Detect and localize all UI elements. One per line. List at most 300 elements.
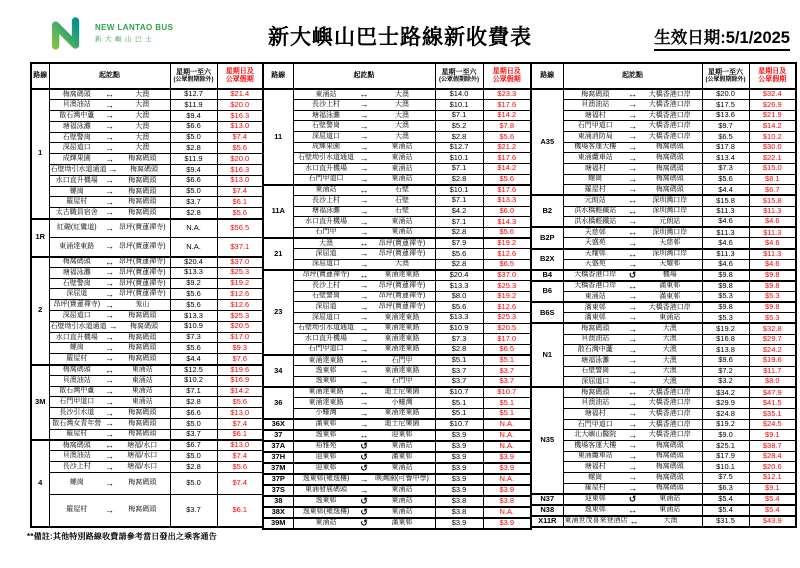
destination-stop: 大橋香港口岸 bbox=[648, 388, 691, 396]
direction-arrow-icon: → bbox=[628, 483, 637, 493]
weekday-fare: $5.0 bbox=[170, 473, 217, 495]
origin-stop: 深屈道口 bbox=[312, 260, 340, 268]
od-cell bbox=[49, 311, 170, 322]
origin-stop: 逸東邨 bbox=[315, 431, 337, 439]
destination-stop: 滿東邨 bbox=[659, 282, 681, 290]
weekday-fare: $5.3 bbox=[702, 292, 749, 303]
direction-arrow-icon: → bbox=[359, 163, 369, 174]
route-number: 1 bbox=[31, 89, 49, 219]
direction-arrow-icon: ↔ bbox=[628, 206, 637, 216]
weekday-fare: $13.3 bbox=[435, 312, 483, 323]
holiday-fare: $9.8 bbox=[749, 281, 796, 292]
od-cell bbox=[49, 343, 170, 354]
od-cell bbox=[293, 452, 435, 463]
route-number: 37H bbox=[263, 452, 293, 463]
fare-row bbox=[263, 312, 531, 323]
destination-stop: 梅窩碼頭 bbox=[655, 154, 684, 162]
origin-stop: 螺崗 bbox=[69, 479, 84, 487]
weekday-fare: $5.1 bbox=[435, 355, 483, 366]
origin-stop: 洪水橋輕鐵站 bbox=[574, 217, 617, 225]
fare-row bbox=[31, 343, 263, 354]
holiday-fare: $12.1 bbox=[749, 472, 796, 483]
direction-arrow-icon: ↺ bbox=[360, 440, 368, 451]
destination-stop: 梅窩碼頭 bbox=[655, 484, 684, 492]
weekday-fare: $3.9 bbox=[435, 485, 483, 496]
holiday-fare: $10.7 bbox=[483, 387, 531, 398]
direction-arrow-icon: → bbox=[628, 216, 637, 227]
fare-row bbox=[263, 355, 531, 366]
fare-row bbox=[263, 132, 531, 143]
destination-stop: 塘福/水口 bbox=[127, 441, 158, 449]
origin-stop: 逸東邨 bbox=[315, 497, 337, 505]
od-cell bbox=[49, 473, 170, 495]
direction-arrow-icon: ↔ bbox=[359, 387, 369, 397]
route-number: B2 bbox=[531, 195, 563, 227]
destination-stop: 天慈邨 bbox=[659, 239, 681, 246]
fare-row bbox=[263, 398, 531, 409]
direction-arrow-icon: → bbox=[628, 323, 637, 334]
od-cell bbox=[293, 174, 435, 185]
weekday-fare: $7.2 bbox=[702, 366, 749, 377]
footnote: **備註:其他特別路線收費請參考當日發出之乘客通告 bbox=[27, 532, 217, 541]
fare-row bbox=[31, 186, 263, 197]
fare-row bbox=[531, 238, 796, 249]
destination-stop: 梅窩碼頭 bbox=[128, 506, 157, 514]
holiday-fare: $43.9 bbox=[749, 516, 796, 527]
origin-stop: 長沙引水道 bbox=[59, 409, 95, 417]
fare-row bbox=[531, 366, 796, 377]
direction-arrow-icon: → bbox=[628, 366, 637, 376]
weekday-fare: $2.8 bbox=[435, 132, 483, 143]
fare-row bbox=[31, 238, 263, 257]
weekday-fare: $7.3 bbox=[170, 332, 217, 343]
direction-arrow-icon: ↺ bbox=[360, 506, 368, 517]
od-cell bbox=[49, 143, 170, 154]
od-cell bbox=[293, 238, 435, 249]
od-cell bbox=[49, 89, 170, 100]
od-cell bbox=[293, 463, 435, 474]
destination-stop: 機場 bbox=[662, 271, 677, 279]
od-cell bbox=[293, 355, 435, 366]
direction-arrow-icon: ↺ bbox=[628, 493, 637, 504]
holiday-fare: $14.2 bbox=[217, 386, 263, 397]
fare-row bbox=[31, 473, 263, 495]
weekday-fare: $2.8 bbox=[435, 344, 483, 355]
weekday-fare: $5.0 bbox=[170, 132, 217, 143]
fare-row bbox=[31, 289, 263, 300]
origin-stop: 逸東邨 bbox=[315, 377, 337, 385]
fare-row bbox=[31, 208, 263, 219]
destination-stop: 東涌達東路 bbox=[384, 324, 420, 332]
od-cell bbox=[49, 208, 170, 219]
destination-stop: 東涌站 bbox=[391, 175, 413, 183]
weekday-fare: $5.6 bbox=[435, 302, 483, 313]
destination-stop: 東涌站 bbox=[131, 366, 153, 374]
weekday-fare: $12.5 bbox=[170, 365, 217, 376]
weekday-fare: $11.9 bbox=[170, 100, 217, 111]
weekday-fare: $3.9 bbox=[435, 463, 483, 474]
destination-stop: 大澳 bbox=[663, 517, 678, 525]
holiday-fare: $15.0 bbox=[749, 163, 796, 174]
weekday-fare: $3.9 bbox=[435, 518, 483, 529]
od-cell bbox=[49, 365, 170, 376]
fare-row bbox=[531, 377, 796, 388]
destination-stop: 大橋香港口岸 bbox=[648, 122, 691, 130]
holiday-fare: $21.4 bbox=[217, 89, 263, 100]
weekday-fare: $19.2 bbox=[702, 419, 749, 430]
holiday-fare: $3.8 bbox=[483, 496, 531, 507]
holiday-fare: $17.0 bbox=[483, 334, 531, 345]
od-cell bbox=[293, 185, 435, 196]
origin-stop: 逸東邨(雍逸樓) bbox=[302, 475, 350, 483]
fare-row bbox=[531, 355, 796, 366]
fare-row bbox=[531, 142, 796, 153]
fare-row bbox=[531, 174, 796, 185]
destination-stop: 梅窩碼頭 bbox=[128, 311, 157, 319]
fare-row bbox=[531, 451, 796, 462]
weekday-fare: $7.9 bbox=[435, 238, 483, 249]
holiday-fare: $25.3 bbox=[483, 281, 531, 292]
fare-row bbox=[31, 311, 263, 322]
origin-stop: 梅窩碼頭 bbox=[62, 90, 91, 98]
destination-stop: 塘福/水口 bbox=[127, 452, 158, 460]
direction-arrow-icon: → bbox=[628, 334, 637, 344]
direction-arrow-icon: → bbox=[628, 419, 637, 430]
weekday-fare: $17.9 bbox=[702, 451, 749, 462]
fare-row bbox=[531, 419, 796, 430]
origin-stop: 裕雅苑 bbox=[315, 442, 337, 450]
fare-row bbox=[531, 483, 796, 494]
origin-stop: 深屈道 bbox=[66, 290, 88, 298]
holiday-fare: $21.9 bbox=[749, 110, 796, 121]
holiday-fare: $24.2 bbox=[749, 345, 796, 356]
od-cell bbox=[293, 496, 435, 507]
origin-stop: 梅窩碼頭 bbox=[581, 388, 610, 396]
fare-row bbox=[263, 387, 531, 398]
destination-stop: 石門甲 bbox=[391, 377, 413, 385]
direction-arrow-icon: → bbox=[628, 376, 637, 387]
od-cell bbox=[563, 270, 702, 281]
direction-arrow-icon: → bbox=[105, 241, 114, 252]
direction-arrow-icon: → bbox=[359, 216, 369, 227]
direction-arrow-icon: → bbox=[628, 237, 637, 248]
origin-stop: 迎東邨 bbox=[315, 464, 337, 472]
destination-stop: 大澳 bbox=[662, 367, 677, 375]
fare-row bbox=[531, 121, 796, 132]
origin-stop: 逸東邨 bbox=[584, 506, 606, 514]
destination-stop: 東涌站 bbox=[391, 486, 413, 494]
column-header-row bbox=[531, 63, 796, 89]
fare-row bbox=[531, 153, 796, 164]
direction-arrow-icon: → bbox=[105, 504, 114, 515]
od-cell bbox=[293, 366, 435, 377]
holiday-fare: $6.5 bbox=[483, 344, 531, 355]
direction-arrow-icon: → bbox=[359, 259, 369, 269]
holiday-fare: $15.8 bbox=[749, 195, 796, 206]
holiday-fare: $25.3 bbox=[217, 311, 263, 322]
holiday-fare: $56.5 bbox=[217, 219, 263, 238]
holiday-fare: $7.8 bbox=[483, 121, 531, 132]
weekday-fare: $4.4 bbox=[170, 354, 217, 365]
holiday-fare: $19.2 bbox=[483, 238, 531, 249]
holiday-fare: $14.3 bbox=[483, 217, 531, 228]
od-cell bbox=[563, 494, 702, 505]
holiday-fare: $11.3 bbox=[749, 227, 796, 238]
route-number: 3M bbox=[31, 365, 49, 441]
od-cell bbox=[49, 186, 170, 197]
od-cell bbox=[293, 419, 435, 430]
origin-stop: 深屈道 bbox=[315, 249, 337, 257]
weekday-fare: $3.9 bbox=[435, 474, 483, 485]
od-cell bbox=[49, 375, 170, 386]
origin-stop: 大橋香港口岸 bbox=[574, 282, 617, 290]
fare-row bbox=[263, 344, 531, 355]
weekday-fare: $11.3 bbox=[702, 206, 749, 217]
route-number: N38 bbox=[531, 505, 563, 516]
holiday-fare: $5.6 bbox=[483, 227, 531, 238]
column-header-weekday: 星期一至六 (公眾假期除外) bbox=[435, 63, 483, 89]
fare-row bbox=[263, 110, 531, 121]
route-number: 11A bbox=[263, 185, 293, 238]
destination-stop: 塘福/水口 bbox=[127, 463, 158, 471]
destination-stop: 東涌站 bbox=[659, 313, 681, 321]
weekday-fare: $11.9 bbox=[170, 154, 217, 165]
od-cell bbox=[563, 121, 702, 132]
od-cell bbox=[293, 485, 435, 496]
fare-row bbox=[531, 323, 796, 334]
origin-stop: 東涌達東路 bbox=[308, 398, 344, 406]
direction-arrow-icon: → bbox=[359, 174, 369, 184]
origin-stop: 貝澳油站 bbox=[581, 100, 610, 108]
direction-arrow-icon: → bbox=[628, 163, 637, 174]
destination-stop: 昂坪(寶蓮禪寺) bbox=[118, 279, 166, 287]
holiday-fare: $4.6 bbox=[749, 217, 796, 228]
fare-row bbox=[31, 197, 263, 208]
fare-row bbox=[531, 259, 796, 270]
od-cell bbox=[293, 217, 435, 228]
holiday-fare: $25.3 bbox=[217, 267, 263, 278]
fare-row bbox=[531, 132, 796, 143]
destination-stop: 大橋香港口岸 bbox=[648, 303, 691, 311]
origin-stop: 天盛苑 bbox=[584, 239, 606, 246]
origin-stop: 東涌達東路 bbox=[308, 356, 344, 364]
origin-stop: 石壁坳引水道通道 bbox=[298, 154, 354, 162]
fare-row bbox=[531, 206, 796, 217]
od-cell bbox=[49, 257, 170, 268]
fare-row bbox=[263, 185, 531, 196]
origin-stop: 深屈道 bbox=[315, 303, 337, 311]
fare-row bbox=[31, 408, 263, 419]
od-cell bbox=[49, 278, 170, 289]
od-cell bbox=[49, 154, 170, 165]
od-cell bbox=[49, 440, 170, 451]
od-cell bbox=[293, 387, 435, 398]
holiday-fare: $13.0 bbox=[217, 175, 263, 186]
holiday-fare: $26.9 bbox=[749, 100, 796, 111]
holiday-fare: $30.0 bbox=[749, 142, 796, 153]
origin-stop: 長沙上村 bbox=[312, 100, 340, 108]
direction-arrow-icon: ↔ bbox=[629, 515, 639, 526]
direction-arrow-icon: → bbox=[105, 267, 114, 278]
direction-arrow-icon: ↔ bbox=[628, 504, 637, 515]
destination-stop: 東涌達東路 bbox=[384, 313, 420, 321]
direction-arrow-icon: → bbox=[359, 120, 369, 131]
direction-arrow-icon: → bbox=[628, 120, 637, 131]
origin-stop: 逸東邨 bbox=[315, 366, 337, 374]
fare-row bbox=[31, 354, 263, 365]
od-cell bbox=[563, 366, 702, 377]
destination-stop: 昂坪(寶蓮禪寺) bbox=[378, 281, 426, 289]
weekday-fare: $17.8 bbox=[702, 142, 749, 153]
weekday-fare: $3.8 bbox=[435, 496, 483, 507]
destination-stop: 梅窩碼頭 bbox=[655, 463, 684, 471]
destination-stop: 滿東邨 bbox=[391, 453, 413, 461]
direction-arrow-icon: → bbox=[105, 418, 114, 429]
destination-stop: 石壁 bbox=[395, 196, 409, 204]
direction-arrow-icon: → bbox=[105, 278, 114, 289]
origin-stop: 東涌世茂喜來登酒店 bbox=[564, 517, 628, 525]
holiday-fare: $7.4 bbox=[217, 186, 263, 197]
weekday-fare: $6.5 bbox=[702, 132, 749, 143]
od-cell bbox=[293, 441, 435, 452]
direction-arrow-icon: ↔ bbox=[105, 440, 114, 451]
column-header-route: 路線 bbox=[263, 63, 293, 89]
destination-stop: 大橋香港口岸 bbox=[648, 409, 691, 417]
route-number: A35 bbox=[531, 89, 563, 195]
direction-arrow-icon: → bbox=[628, 110, 637, 121]
holiday-fare: $16.3 bbox=[217, 165, 263, 176]
origin-stop: 元朗站 bbox=[584, 196, 606, 204]
destination-stop: 梅窩碼頭 bbox=[128, 409, 157, 417]
fare-row bbox=[263, 485, 531, 496]
column-header-weekday: 星期一至六 (公眾假期除外) bbox=[702, 63, 749, 89]
origin-stop: 東涌達東路 bbox=[59, 242, 95, 250]
destination-stop: 東涌站 bbox=[391, 217, 413, 225]
od-cell bbox=[563, 472, 702, 483]
weekday-fare: $9.2 bbox=[170, 278, 217, 289]
destination-stop: 大澳 bbox=[395, 111, 409, 119]
destination-stop: 梅窩碼頭 bbox=[655, 143, 684, 151]
origin-stop: 成輝果園 bbox=[312, 143, 340, 151]
destination-stop: 梅窩碼頭 bbox=[130, 322, 158, 330]
weekday-fare: $17.5 bbox=[702, 100, 749, 111]
holiday-fare: $35.1 bbox=[749, 409, 796, 420]
direction-arrow-icon: → bbox=[105, 332, 114, 343]
destination-stop: 梅窩碼頭 bbox=[128, 187, 157, 195]
route-number: 34 bbox=[263, 355, 293, 387]
holiday-fare: $19.2 bbox=[217, 278, 263, 289]
weekday-fare: $3.7 bbox=[170, 429, 217, 440]
weekday-fare: $3.9 bbox=[435, 430, 483, 441]
destination-stop: 東涌站 bbox=[131, 387, 153, 395]
holiday-fare: $5.6 bbox=[217, 208, 263, 219]
origin-stop: 石門甲道口 bbox=[577, 420, 613, 428]
destination-stop: 石壁 bbox=[395, 186, 409, 194]
holiday-fare: $8.1 bbox=[749, 174, 796, 185]
fare-row bbox=[531, 302, 796, 313]
od-cell bbox=[563, 451, 702, 462]
column-header-row bbox=[263, 63, 531, 89]
weekday-fare: $5.1 bbox=[435, 408, 483, 419]
holiday-fare: $4.6 bbox=[749, 238, 796, 249]
origin-stop: 螺崗 bbox=[588, 175, 603, 183]
od-cell bbox=[49, 419, 170, 430]
od-cell bbox=[563, 174, 702, 185]
holiday-fare: $6.5 bbox=[483, 259, 531, 270]
weekday-fare: $6.6 bbox=[170, 408, 217, 419]
fare-row bbox=[31, 440, 263, 451]
holiday-fare: $7.4 bbox=[217, 451, 263, 462]
od-cell bbox=[293, 132, 435, 143]
route-number: B6 bbox=[531, 281, 563, 302]
fare-row bbox=[531, 472, 796, 483]
holiday-fare: $5.6 bbox=[217, 143, 263, 154]
fare-row bbox=[263, 496, 531, 507]
route-number: 36 bbox=[263, 387, 293, 419]
origin-stop: 散石灣中蘆 bbox=[59, 111, 95, 119]
origin-stop: 水口直升機場 bbox=[55, 333, 98, 341]
direction-arrow-icon: → bbox=[359, 473, 369, 484]
origin-stop: 石壁坳引水道通道 bbox=[298, 324, 354, 332]
origin-stop: 梅窩碼頭 bbox=[62, 258, 91, 266]
origin-stop: 散石灣中蘆 bbox=[59, 387, 95, 395]
od-cell bbox=[49, 238, 170, 257]
fare-row bbox=[31, 165, 263, 176]
origin-stop: 東涌站 bbox=[315, 186, 337, 194]
direction-arrow-icon: ↔ bbox=[105, 364, 114, 375]
weekday-fare: $5.1 bbox=[435, 398, 483, 409]
origin-stop: 東涌纜車站 bbox=[577, 154, 613, 162]
fare-row bbox=[531, 100, 796, 111]
direction-arrow-icon: → bbox=[359, 397, 369, 408]
direction-arrow-icon: → bbox=[105, 342, 114, 353]
origin-stop: 塘福泳灘 bbox=[312, 207, 340, 215]
origin-stop: 梅窩碼頭 bbox=[581, 90, 610, 98]
direction-arrow-icon: ↔ bbox=[359, 429, 369, 440]
holiday-fare: $11.3 bbox=[749, 249, 796, 260]
fare-row bbox=[531, 409, 796, 420]
od-cell bbox=[293, 334, 435, 345]
origin-stop: 石門甲道口 bbox=[308, 175, 344, 183]
od-cell bbox=[563, 377, 702, 388]
weekday-fare: $20.0 bbox=[702, 89, 749, 100]
direction-arrow-icon: → bbox=[628, 291, 637, 302]
od-cell bbox=[293, 100, 435, 111]
fare-row bbox=[263, 419, 531, 430]
weekday-fare: $2.8 bbox=[435, 227, 483, 238]
destination-stop: 大澳 bbox=[135, 90, 150, 98]
od-cell bbox=[293, 312, 435, 323]
direction-arrow-icon: → bbox=[105, 222, 114, 233]
direction-arrow-icon: → bbox=[628, 302, 637, 313]
weekday-fare: $5.0 bbox=[170, 451, 217, 462]
fare-row bbox=[263, 121, 531, 132]
destination-stop: 昂坪(寶蓮禪寺) bbox=[378, 239, 426, 247]
od-cell bbox=[563, 398, 702, 409]
od-cell bbox=[563, 89, 702, 100]
direction-arrow-icon: → bbox=[105, 310, 114, 321]
weekday-fare: $25.1 bbox=[702, 441, 749, 452]
fare-row bbox=[31, 278, 263, 289]
direction-arrow-icon: → bbox=[105, 153, 114, 164]
route-number: 38 bbox=[263, 496, 293, 507]
route-number: X11R bbox=[531, 516, 563, 527]
holiday-fare: $7.4 bbox=[217, 473, 263, 495]
destination-stop: 石壁 bbox=[395, 207, 409, 215]
origin-stop: 羅屋村 bbox=[584, 484, 606, 492]
direction-arrow-icon: → bbox=[105, 121, 114, 132]
holiday-fare: $6.0 bbox=[483, 206, 531, 217]
